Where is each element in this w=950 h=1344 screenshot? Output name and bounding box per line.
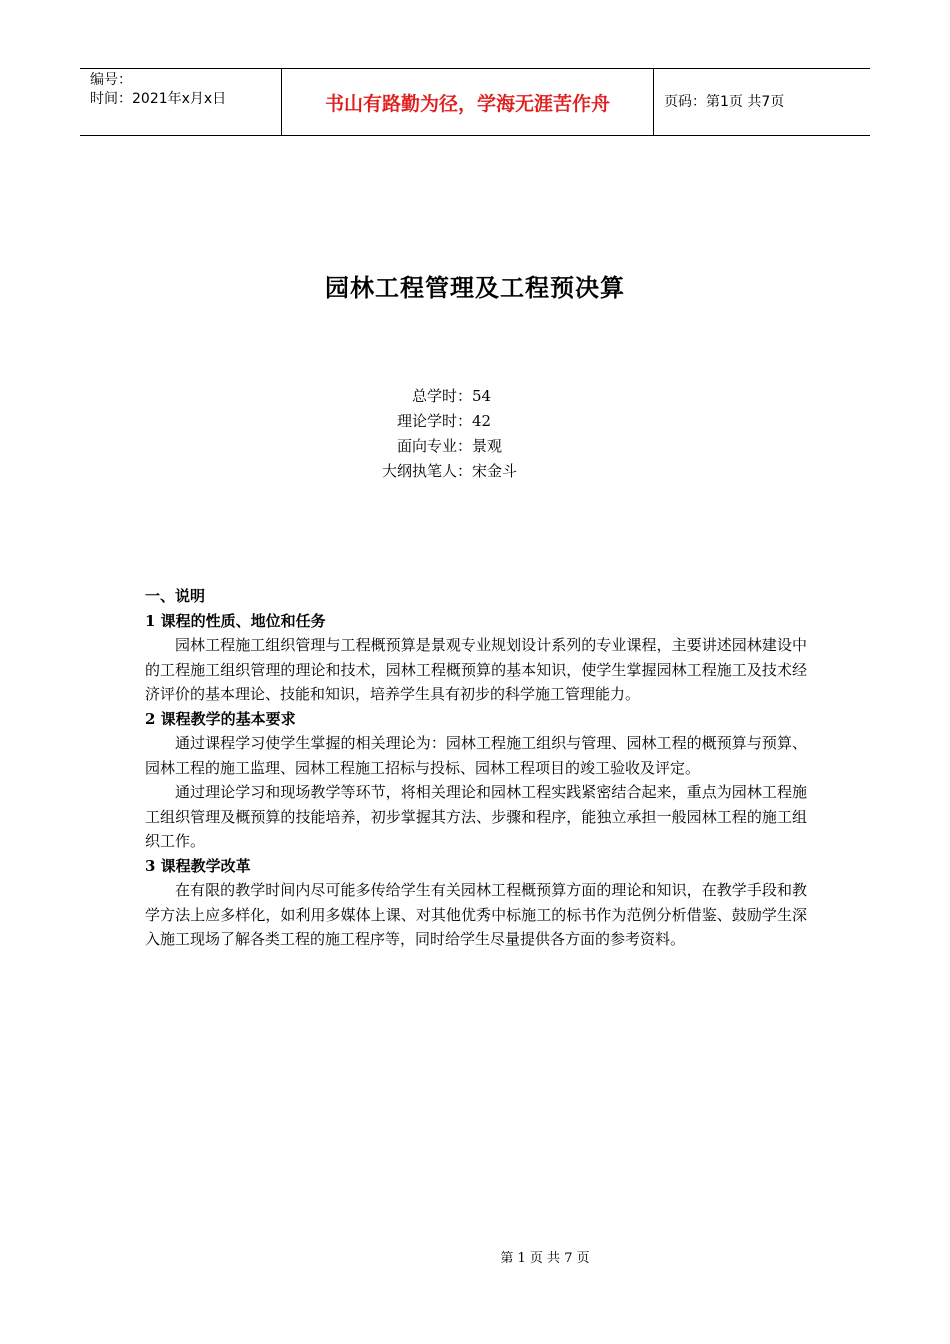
page-info: 页码：第1页 共7页 <box>664 93 785 110</box>
document-header <box>80 68 870 136</box>
section-heading: 一、说明 <box>145 587 206 605</box>
paragraph: 园林工程施工组织管理与工程概预算是景观专业规划设计系列的专业课程，主要讲述园林建设中的工程施工组织管理的理论和技术，园林工程概预算的基本知识，使学生掌握园林工程施工及技术经济评价的基本理论、技能和知识，培养学生具有初步的科学施工管理能力。 <box>145 636 807 703</box>
meta-value: 景观 <box>472 437 503 455</box>
subsection-heading: 3 课程教学改革 <box>145 856 251 875</box>
paragraph: 在有限的教学时间内尽可能多传给学生有关园林工程概预算方面的理论和知识，在教学手段和教学方法上应多样化，如利用多媒体上课、对其他优秀中标施工的标书作为范例分析借鉴、鼓励学生深入施工现场了解各类工程的施工程序等，同时给学生尽量提供各方面的参考资料。 <box>145 881 807 948</box>
meta-value: 54 <box>472 387 492 405</box>
paragraph: 通过理论学习和现场教学等环节，将相关理论和园林工程实践紧密结合起来，重点为园林工程施工组织管理及概预算的技能培养，初步掌握其方法、步骤和程序，能独立承担一般园林工程的施工组织工作。 <box>145 783 807 850</box>
date-line: 时间：2021年x月x日 <box>90 91 227 107</box>
motto-text: 书山有路勤为径，学海无涯苦作舟 <box>324 92 610 115</box>
paragraph: 通过课程学习使学生掌握的相关理论为：园林工程施工组织与管理、园林工程的概预算与预算、园林工程的施工监理、园林工程施工招标与投标、园林工程项目的竣工验收及评定。 <box>145 734 807 777</box>
meta-label: 面向专业： <box>396 437 472 455</box>
subsection-heading: 2 课程教学的基本要求 <box>145 709 296 728</box>
meta-value: 42 <box>472 412 492 430</box>
subsection-heading: 1 课程的性质、地位和任务 <box>145 611 326 630</box>
number-label: 编号： <box>90 72 132 88</box>
meta-value: 宋金斗 <box>472 462 518 480</box>
header-page-cell <box>654 69 870 135</box>
meta-row-total-hours <box>0 384 950 409</box>
meta-label: 大纲执笔人： <box>381 462 472 480</box>
header-motto-cell <box>281 69 654 135</box>
meta-label: 理论学时： <box>396 412 472 430</box>
meta-row-theory-hours <box>0 409 950 434</box>
page-footer: 第 1 页 共 7 页 <box>500 1251 590 1266</box>
meta-row-author <box>0 459 950 484</box>
meta-label: 总学时： <box>411 387 472 405</box>
document-title: 园林工程管理及工程预决算 <box>325 273 625 302</box>
document-body <box>145 584 807 952</box>
header-info-cell <box>80 69 281 135</box>
meta-row-major <box>0 434 950 459</box>
course-meta <box>0 384 950 484</box>
